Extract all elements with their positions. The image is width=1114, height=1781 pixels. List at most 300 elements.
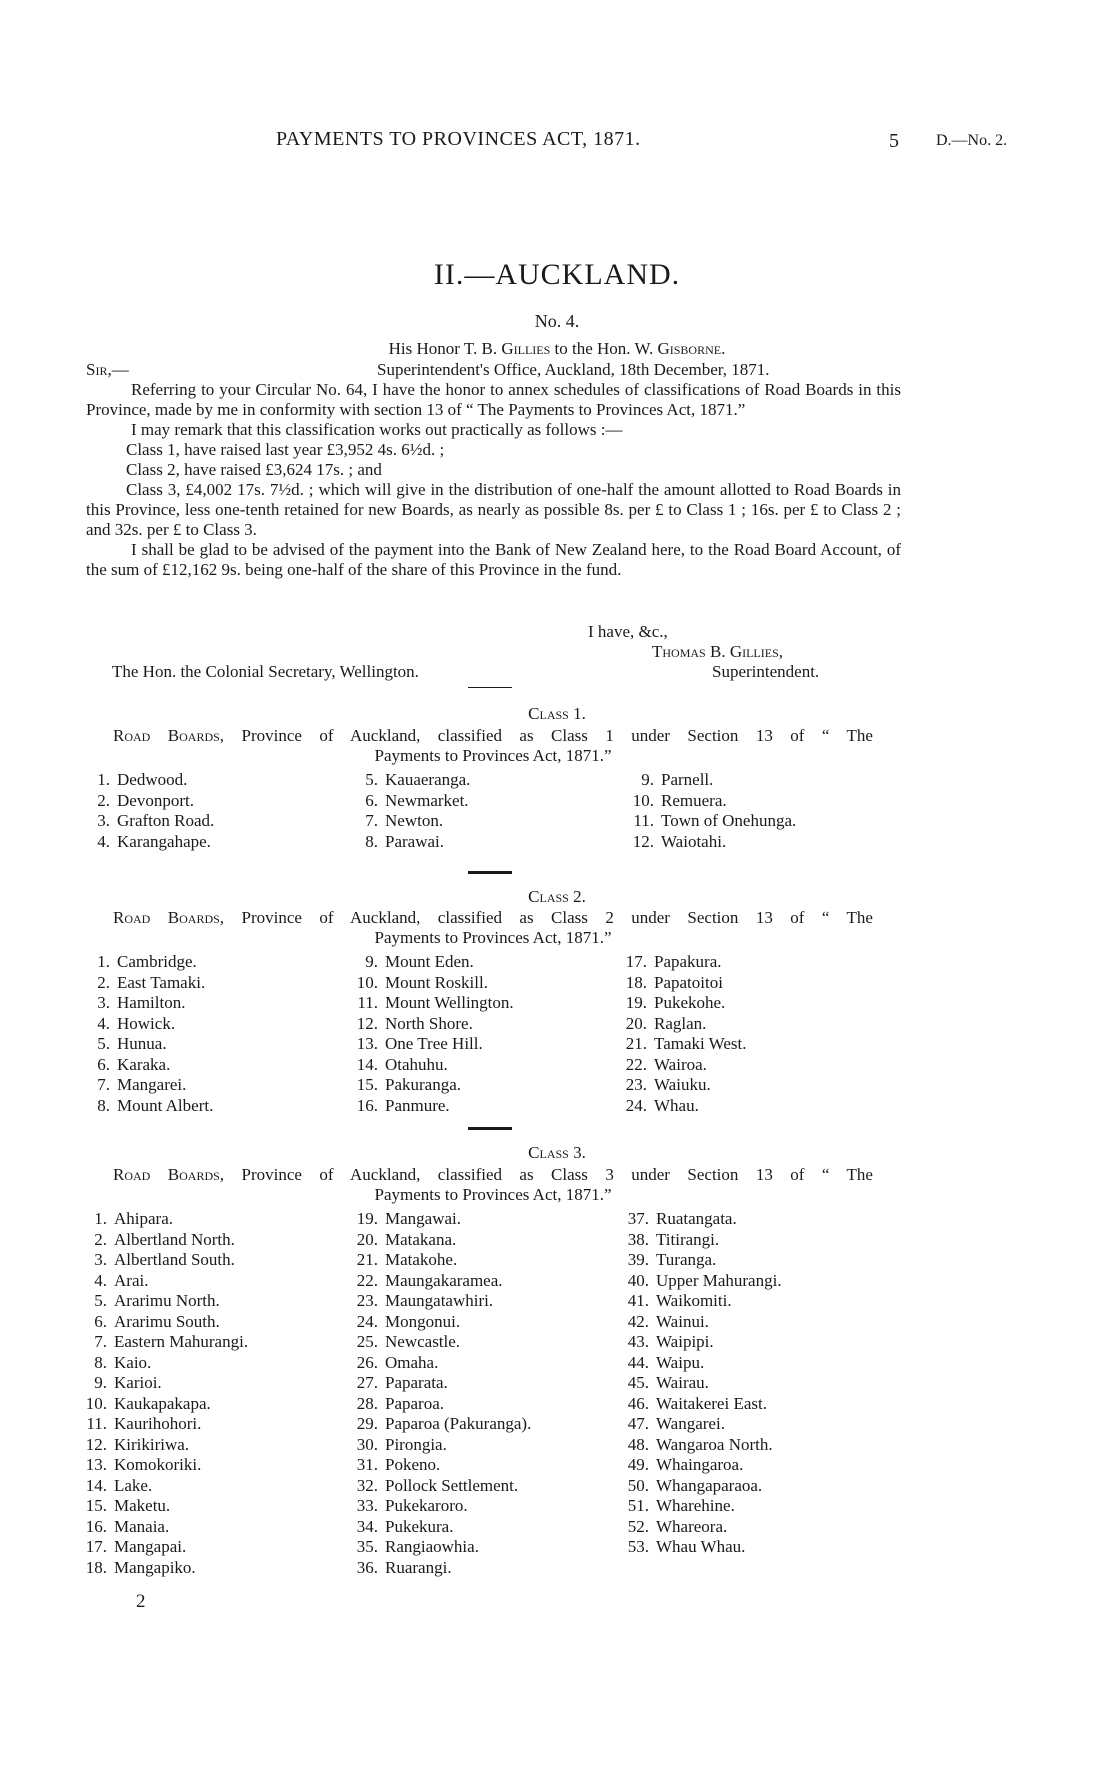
list-item [627,1516,782,1538]
list-item [357,993,514,1014]
list-item [97,993,213,1014]
signature-title: Superintendent. [712,662,820,681]
road-board-name: Kaio. [114,1352,152,1372]
item-number: 12. [632,831,654,851]
list-item [633,811,797,832]
list-item [627,1311,782,1333]
list-item [356,1229,531,1251]
list-item [85,1496,248,1517]
road-board-name: Mangarei. [117,1075,187,1094]
list-item [627,1537,782,1558]
paragraph-3: Class 3, £4,002 17s. 7½d. ; which will give in the distribution of one-half the amount allotted to Road Boards in this Province, less one-tenth retained for new Boards, as nearly as possible 8s. per £ to Class 1 ; 16s. per £ to Class 2 ; and 32s. per £ to Class 3. [86,480,901,539]
road-board-name: Lake. [114,1475,153,1495]
item-number: 1. [97,952,110,971]
list-item [356,1537,531,1558]
item-number: 51. [627,1496,649,1515]
road-board-name: Kaurihohori. [114,1414,202,1433]
class-1-line: Class 1, have raised last year £3,952 4s. 6½d. ; [126,440,445,459]
item-number: 6. [97,1054,110,1074]
road-board-name: Kaukapakapa. [114,1393,211,1413]
class-1-column-3 [632,770,797,852]
road-board-name: Wairoa. [654,1054,707,1074]
list-item [625,1013,747,1035]
road-board-name: Whaingaroa. [656,1455,744,1474]
road-board-name: Ruatangata. [656,1209,737,1228]
road-board-name: Maungakaramea. [385,1270,503,1290]
road-board-name: Waipipi. [656,1332,714,1351]
item-number: 41. [627,1291,649,1310]
road-board-name: Parnell. [661,770,714,789]
road-board-name: One Tree Hill. [385,1034,483,1053]
letter-body [86,380,901,580]
road-board-name: Mount Roskill. [385,972,488,992]
divider [468,1127,512,1130]
item-number: 14. [85,1475,107,1495]
list-item [365,811,470,832]
road-board-name: Waitakerei East. [656,1393,767,1413]
list-item [85,1537,248,1558]
list-item [94,1291,248,1312]
closing: I have, &c., [588,622,668,641]
road-board-name: Mangapiko. [114,1557,196,1577]
class-1-column-2 [365,770,471,852]
road-board-name: Ahipara. [114,1209,174,1228]
series-reference: D.—No. 2. [936,132,1008,149]
item-number: 10. [85,1393,107,1413]
item-number: 48. [627,1434,649,1454]
item-number: 19. [625,993,647,1012]
item-number: 40. [627,1270,649,1290]
item-number: 38. [627,1229,649,1249]
list-item [356,1352,531,1374]
item-number: 46. [627,1393,649,1413]
road-board-name: Ararimu North. [114,1291,220,1310]
road-board-name: Papatoitoi [654,972,723,992]
list-item [365,831,470,853]
road-board-name: Pollock Settlement. [385,1475,519,1495]
road-board-name: Rangiaowhia. [385,1537,479,1556]
item-number: 4. [97,1013,110,1033]
item-number: 21. [356,1250,378,1269]
item-number: 26. [356,1352,378,1372]
item-number: 9. [365,952,378,971]
item-number: 35. [356,1537,378,1556]
road-board-name: Otahuhu. [385,1054,448,1074]
road-board-name: Wangaroa North. [656,1434,773,1454]
road-board-name: Pukekaroro. [385,1496,468,1515]
item-number: 11. [633,811,654,830]
signature-name: Thomas B. Gillies, [652,642,783,661]
list-item [94,1373,248,1394]
item-number: 15. [85,1496,107,1515]
road-board-name: Remuera. [661,790,727,810]
road-board-name: Hamilton. [117,993,186,1012]
road-board-name: Arai. [114,1270,149,1290]
list-item [627,1414,782,1435]
item-number: 22. [625,1054,647,1074]
road-board-name: Whau. [654,1095,699,1115]
road-board-name: Paparoa (Pakuranga). [385,1414,532,1433]
item-number: 7. [365,811,378,830]
road-board-name: Papakura. [654,952,722,971]
list-item [356,1373,531,1394]
item-number: 9. [94,1373,107,1392]
road-board-name: Mount Wellington. [385,993,514,1012]
item-number: 7. [94,1332,107,1351]
road-board-name: Mount Albert. [117,1095,214,1115]
list-item [356,972,514,994]
item-number: 3. [94,1250,107,1269]
road-board-name: Waikomiti. [656,1291,732,1310]
road-board-name: Pukekura. [385,1516,454,1536]
list-item [356,1250,531,1271]
road-board-name: Kauaeranga. [385,770,471,789]
item-number: 2. [94,1229,107,1249]
road-board-name: East Tamaki. [117,972,206,992]
road-board-name: Karioi. [114,1373,162,1392]
road-board-name: Ararimu South. [114,1311,220,1331]
list-item [356,1557,531,1579]
list-item [356,1054,514,1076]
list-item [85,1475,248,1497]
road-board-name: Wairau. [656,1373,709,1392]
list-item [97,1013,213,1035]
road-board-name: Maungatawhiri. [385,1291,494,1310]
list-item [86,1414,248,1435]
list-item [627,1393,782,1415]
road-board-name: Paparata. [385,1373,448,1392]
list-item [365,770,471,791]
road-board-name: Manaia. [114,1516,170,1536]
list-item [625,1034,747,1055]
list-item [625,972,747,994]
running-header [0,128,1114,158]
item-number: 18. [85,1557,107,1577]
road-board-name: Karaka. [117,1054,171,1074]
divider [468,687,512,688]
list-item [365,790,470,812]
road-board-name: Panmure. [385,1095,450,1115]
paragraph-2: I may remark that this classification works out practically as follows :— [131,420,623,439]
list-item [356,1034,514,1055]
item-number: 21. [625,1034,647,1053]
item-number: 37. [627,1209,649,1228]
item-number: 6. [94,1311,107,1331]
item-number: 7. [97,1075,110,1094]
road-board-name: Turanga. [656,1250,717,1269]
road-board-name: Devonport. [117,790,194,810]
list-item [627,1352,782,1374]
road-board-name: Wangarei. [656,1414,725,1433]
list-item [94,1270,248,1292]
list-item [625,1095,747,1117]
list-item [627,1250,782,1271]
class-3-title: Class 3. [528,1143,586,1162]
road-board-name: Paparoa. [385,1393,445,1413]
class-2-column-3 [625,952,747,1116]
item-number: 13. [356,1034,378,1053]
road-board-name: Pirongia. [385,1434,447,1454]
item-number: 24. [356,1311,378,1331]
list-item [97,972,213,994]
road-board-name: Tamaki West. [654,1034,747,1053]
signature-mark: 2 [136,1591,146,1612]
letter-number: No. 4. [534,311,580,331]
list-item [627,1373,782,1394]
item-number: 25. [356,1332,378,1351]
class-1-heading: Road Boards, Province of Auckland, classified as Class 1 under Section 13 of “ The Payments to Provinces Act, 1871.” [113,726,873,765]
class-3-heading: Road Boards, Province of Auckland, classified as Class 3 under Section 13 of “ The Payments to Provinces Act, 1871.” [113,1165,873,1204]
road-board-name: Mount Eden. [385,952,474,971]
road-board-name: Ruarangi. [385,1557,452,1577]
item-number: 18. [625,972,647,992]
list-item [627,1270,782,1292]
road-board-name: Upper Mahurangi. [656,1270,782,1290]
item-number: 16. [356,1095,378,1115]
road-board-name: Mangawai. [385,1209,462,1228]
road-board-name: Albertland North. [114,1229,235,1249]
road-board-name: Hunua. [117,1034,167,1053]
list-item [356,1270,531,1292]
item-number: 20. [356,1229,378,1249]
road-board-name: Raglan. [654,1013,707,1033]
road-board-name: Maketu. [114,1496,171,1515]
road-board-name: Omaha. [385,1352,439,1372]
item-number: 14. [356,1054,378,1074]
list-item [356,1475,531,1497]
list-item [356,1095,514,1117]
list-item [94,1311,248,1333]
list-item [627,1332,782,1353]
section-title: II.—AUCKLAND. [433,258,681,291]
salutation: Sir,— [86,360,129,379]
item-number: 4. [94,1270,107,1290]
divider [468,871,512,874]
road-board-name: Whau Whau. [656,1537,746,1556]
item-number: 5. [97,1034,110,1053]
list-item [625,993,747,1014]
page-number: 5 [889,130,899,152]
road-board-name: Waipu. [656,1352,705,1372]
class-1-column-1 [97,770,215,852]
list-item [356,1434,531,1456]
item-number: 24. [625,1095,647,1115]
road-board-name: Matakohe. [385,1250,458,1269]
list-item [632,831,796,853]
item-number: 32. [356,1475,378,1495]
item-number: 8. [365,831,378,851]
list-item [356,1332,531,1353]
item-number: 22. [356,1270,378,1290]
item-number: 5. [94,1291,107,1310]
list-item [94,1229,248,1251]
item-number: 28. [356,1393,378,1413]
item-number: 20. [625,1013,647,1033]
list-item [627,1455,782,1476]
class-3-column-1 [85,1209,249,1578]
item-number: 34. [356,1516,378,1536]
road-board-name: North Shore. [385,1013,473,1033]
list-item [97,831,214,853]
item-number: 2. [97,972,110,992]
list-item [632,790,796,812]
list-item [97,770,214,791]
list-item [365,952,514,973]
item-number: 3. [97,993,110,1012]
road-board-name: Waiuku. [654,1075,711,1094]
list-item [97,952,213,973]
list-item [94,1332,249,1353]
road-board-name: Parawai. [385,831,445,851]
road-board-name: Grafton Road. [117,811,215,830]
item-number: 12. [356,1013,378,1033]
item-number: 4. [97,831,110,851]
item-number: 10. [356,972,378,992]
list-item [627,1209,782,1230]
road-board-name: Mongonui. [385,1311,461,1331]
item-number: 52. [627,1516,649,1536]
list-item [356,1209,531,1230]
list-item [356,1496,531,1517]
item-number: 5. [365,770,378,789]
class-2-heading: Road Boards, Province of Auckland, classified as Class 2 under Section 13 of “ The Payments to Provinces Act, 1871.” [113,908,873,947]
road-board-name: Newton. [385,811,444,830]
item-number: 8. [97,1095,110,1115]
list-item [625,1075,747,1096]
list-item [356,1311,531,1333]
list-item [94,1209,248,1230]
item-number: 29. [356,1414,378,1433]
class-3-column-2 [356,1209,532,1578]
list-item [356,1414,532,1435]
list-item [85,1434,248,1456]
road-board-name: Titirangi. [656,1229,720,1249]
road-board-name: Waiotahi. [661,831,727,851]
item-number: 50. [627,1475,649,1495]
list-item [97,1054,213,1076]
road-board-name: Town of Onehunga. [661,811,797,830]
item-number: 43. [627,1332,649,1351]
class-2-column-2 [356,952,514,1116]
road-board-name: Pakuranga. [385,1075,462,1094]
item-number: 27. [356,1373,378,1392]
list-item [97,1075,213,1096]
list-item [94,1352,248,1374]
list-item [641,770,796,791]
item-number: 47. [627,1414,649,1433]
road-board-name: Karangahape. [117,831,211,851]
list-item [356,1516,531,1538]
item-number: 1. [97,770,110,789]
road-board-name: Matakana. [385,1229,457,1249]
item-number: 30. [356,1434,378,1454]
item-number: 17. [625,952,647,971]
item-number: 1. [94,1209,107,1228]
item-number: 42. [627,1311,649,1331]
list-item [627,1291,782,1312]
list-item [627,1434,782,1456]
letter-from-line: His Honor T. B. Gillies to the Hon. W. Gisborne. [388,339,726,358]
item-number: 11. [357,993,378,1012]
list-item [85,1557,248,1579]
list-item [97,1095,214,1117]
class-2-line: Class 2, have raised £3,624 17s. ; and [126,460,382,479]
item-number: 11. [86,1414,107,1433]
recipient: The Hon. the Colonial Secretary, Wellington. [112,662,419,681]
item-number: 33. [356,1496,378,1515]
road-board-name: Wharehine. [656,1496,735,1515]
road-board-name: Newcastle. [385,1332,461,1351]
road-board-name: Albertland South. [114,1250,235,1269]
item-number: 23. [625,1075,647,1094]
list-item [85,1393,248,1415]
item-number: 44. [627,1352,649,1372]
road-board-name: Dedwood. [117,770,188,789]
item-number: 6. [365,790,378,810]
item-number: 39. [627,1250,649,1269]
list-item [356,1291,531,1312]
list-item [625,1054,747,1076]
item-number: 31. [356,1455,378,1474]
item-number: 17. [85,1537,107,1556]
item-number: 53. [627,1537,649,1556]
road-board-name: Eastern Mahurangi. [114,1332,249,1351]
item-number: 9. [641,770,654,789]
class-2-title: Class 2. [528,887,586,906]
list-item [627,1496,782,1517]
item-number: 15. [356,1075,378,1094]
running-title: PAYMENTS TO PROVINCES ACT, 1871. [276,128,641,150]
list-item [97,790,214,812]
list-item [356,1013,514,1035]
road-board-name: Whangaparaoa. [656,1475,763,1495]
paragraph-4: I shall be glad to be advised of the payment into the Bank of New Zealand here, to the Road Board Account, of the sum of £12,162 9s. being one-half of the share of this Province in the fund. [86,540,901,579]
item-number: 19. [356,1209,378,1228]
road-board-name: Komokoriki. [114,1455,202,1474]
list-item [97,1034,213,1055]
road-board-name: Mangapai. [114,1537,187,1556]
road-board-name: Wainui. [656,1311,709,1331]
list-item [625,952,747,973]
class-3-column-3 [627,1209,782,1558]
item-number: 2. [97,790,110,810]
class-1-title: Class 1. [528,704,586,723]
letter-address: Superintendent's Office, Auckland, 18th December, 1871. [377,360,770,379]
item-number: 16. [85,1516,107,1536]
road-board-name: Howick. [117,1013,176,1033]
item-number: 12. [85,1434,107,1454]
list-item [356,1393,531,1415]
road-board-name: Pukekohe. [654,993,726,1012]
list-item [85,1516,248,1538]
item-number: 10. [632,790,654,810]
paragraph-1: Referring to your Circular No. 64, I have the honor to annex schedules of classifications of Road Boards in this Province, made by me in conformity with section 13 of “ The Payments to Provinces Act, 1871.” [86,380,901,419]
road-board-name: Whareora. [656,1516,728,1536]
list-item [85,1455,248,1476]
road-board-name: Kirikiriwa. [114,1434,190,1454]
list-item [97,811,215,832]
item-number: 8. [94,1352,107,1372]
road-board-name: Cambridge. [117,952,197,971]
list-item [356,1075,514,1096]
item-number: 3. [97,811,110,830]
item-number: 23. [356,1291,378,1310]
road-board-name: Pokeno. [385,1455,441,1474]
list-item [356,1455,531,1476]
item-number: 49. [627,1455,649,1474]
item-number: 13. [85,1455,107,1474]
item-number: 36. [356,1557,378,1577]
